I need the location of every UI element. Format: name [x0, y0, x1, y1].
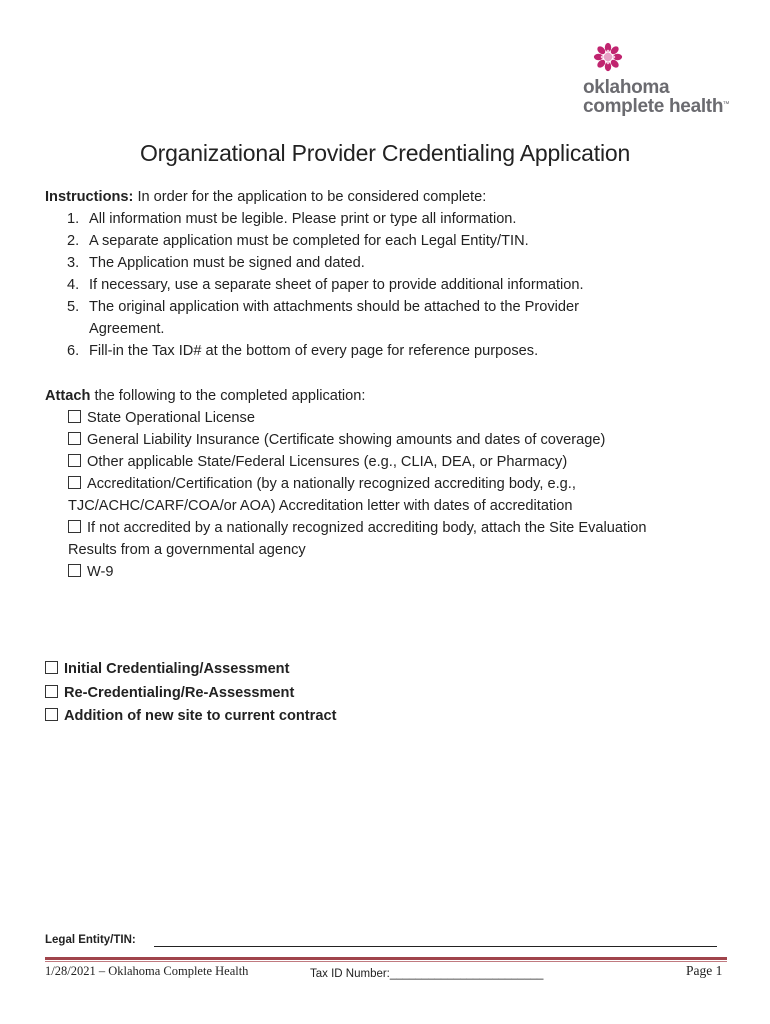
page-number: Page 1 [686, 963, 723, 978]
attach-intro: the following to the completed application: [94, 388, 366, 404]
instructions-section [45, 186, 725, 362]
item-number: 5. [67, 299, 80, 315]
logo-line-2: complete health [583, 96, 724, 117]
attach-item-site-evaluation [45, 517, 735, 539]
item-text: All information must be legible. Please print or type all information. [89, 211, 517, 227]
item-number: 4. [67, 277, 80, 293]
list-item-continued [45, 318, 725, 340]
flower-logo-icon [593, 42, 623, 72]
item-text: General Liability Insurance (Certificate showing amounts and dates of coverage) [87, 432, 606, 448]
item-number: 1. [67, 211, 80, 227]
instructions-label: Instructions: [45, 189, 134, 205]
option-label: Addition of new site to current contract [64, 708, 337, 724]
item-text: Agreement. [89, 321, 165, 337]
option-label: Re-Credentialing/Re-Assessment [64, 684, 295, 701]
logo-trademark: ™ [722, 101, 730, 108]
list-item [45, 252, 725, 274]
attach-item-insurance [45, 429, 735, 451]
attach-item-license [45, 407, 735, 429]
checkbox-state-license[interactable] [68, 410, 81, 423]
instructions-intro: In order for the application to be considered complete: [137, 189, 487, 205]
item-number: 6. [67, 343, 80, 359]
type-option-initial [45, 658, 336, 682]
brand-logo [578, 42, 738, 122]
legal-entity-field[interactable] [154, 946, 717, 947]
checkbox-site-evaluation[interactable] [68, 520, 81, 533]
type-option-recredentialing [45, 682, 336, 706]
attach-item-w9 [45, 561, 735, 583]
application-type-section [45, 658, 336, 729]
legal-entity-label: Legal Entity/TIN: [45, 934, 136, 946]
option-label: Initial Credentialing/Assessment [64, 661, 290, 677]
attach-intro-line [45, 385, 735, 407]
type-option-new-site [45, 705, 336, 729]
list-item [45, 208, 725, 230]
list-item [45, 340, 725, 362]
attach-item-accreditation-continued: TJC/ACHC/CARF/COA/or AOA) Accreditation letter with dates of accreditation [68, 498, 573, 514]
item-text: The original application with attachments should be attached to the Provider [89, 299, 579, 315]
attach-section [45, 385, 735, 583]
footer-divider-thin [45, 961, 727, 962]
item-number: 3. [67, 255, 80, 271]
checkbox-initial-credentialing[interactable] [45, 661, 58, 674]
checkbox-w9[interactable] [68, 564, 81, 577]
item-text: State Operational License [87, 410, 255, 426]
item-text: If not accredited by a nationally recognized accrediting body, attach the Site Evaluation [87, 520, 647, 536]
tax-id-field[interactable]: Tax ID Number:________________________ [310, 968, 544, 980]
item-text: Other applicable State/Federal Licensures (e.g., CLIA, DEA, or Pharmacy) [87, 454, 568, 470]
checkbox-other-licensures[interactable] [68, 454, 81, 467]
item-text: Accreditation/Certification (by a nationally recognized accrediting body, e.g., [87, 476, 576, 492]
item-text: A separate application must be completed for each Legal Entity/TIN. [89, 233, 529, 249]
item-number: 2. [67, 233, 80, 249]
instructions-intro-line [45, 186, 725, 208]
footer-divider [45, 957, 727, 960]
item-text: The Application must be signed and dated. [89, 255, 365, 271]
checkbox-new-site[interactable] [45, 708, 58, 721]
checkbox-recredentialing[interactable] [45, 685, 58, 698]
list-item [45, 274, 725, 296]
checkbox-liability-insurance[interactable] [68, 432, 81, 445]
footer-date: 1/28/2021 – Oklahoma Complete Health [45, 964, 249, 978]
checkbox-accreditation[interactable] [68, 476, 81, 489]
list-item [45, 296, 725, 318]
attach-item-site-evaluation-continued: Results from a governmental agency [68, 542, 306, 558]
page-title: Organizational Provider Credentialing Application [139, 140, 631, 166]
attach-item-accreditation [45, 473, 735, 495]
attach-item-licensures [45, 451, 735, 473]
attach-label: Attach [45, 388, 91, 404]
list-item [45, 230, 725, 252]
item-text: If necessary, use a separate sheet of paper to provide additional information. [89, 277, 584, 293]
instructions-list [45, 208, 725, 362]
logo-line-1: oklahoma [583, 77, 670, 98]
logo-wordmark [583, 77, 730, 117]
item-text: W-9 [87, 564, 114, 580]
item-text: Fill-in the Tax ID# at the bottom of every page for reference purposes. [89, 343, 539, 359]
